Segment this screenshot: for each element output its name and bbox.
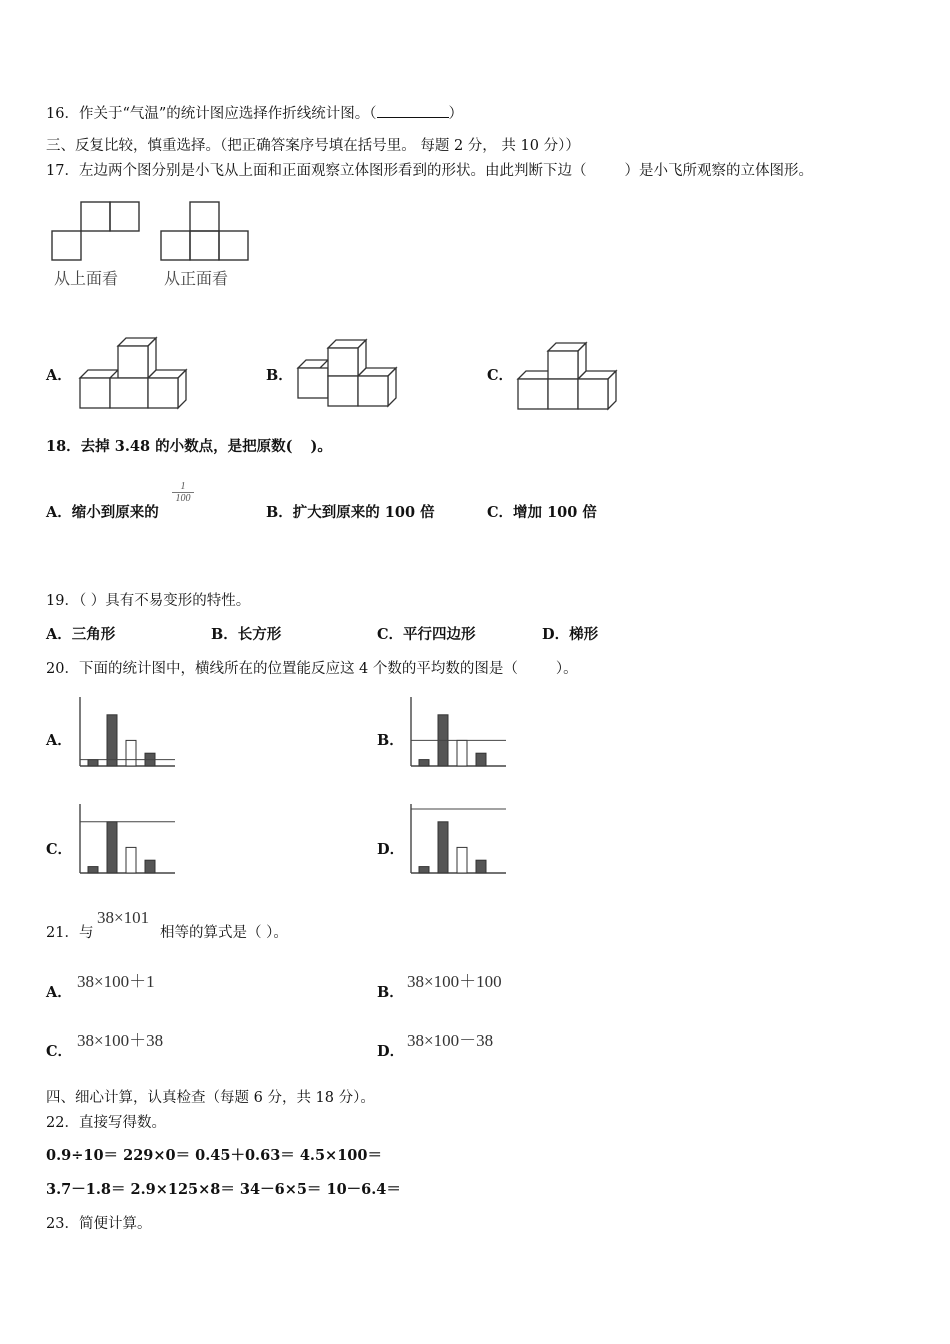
section-3-title: 三、反复比较，慎重选择。（把正确答案序号填在括号里。 每题 2 分， 共 10 分）） <box>46 138 580 154</box>
q21-option-c-label[interactable]: C． <box>46 1043 73 1060</box>
bar-3 <box>457 847 467 873</box>
q20-text: 20．下面的统计图中，横线所在的位置能反应这 4 个数的平均数的图是（ <box>46 661 518 677</box>
q18-text: 18．去掉 3.48 的小数点，是把原数( <box>46 438 293 455</box>
q19-option-c[interactable]: C．平行四边形 <box>377 626 476 643</box>
q22-row-2: 3.7－1.8＝ 2.9×125×8＝ 34－6×5＝ 10－6.4＝ <box>46 1181 401 1198</box>
q18-option-c[interactable]: C．增加 100 倍 <box>487 504 597 521</box>
q21-option-d-label[interactable]: D． <box>377 1043 405 1060</box>
q20-option-d[interactable]: D． <box>377 841 405 858</box>
q17-option-c[interactable]: C． <box>487 367 514 384</box>
bar-2 <box>107 715 117 766</box>
bar-3 <box>126 740 136 766</box>
q21-option-b-label[interactable]: B． <box>377 984 404 1001</box>
q18-text-after: )。 <box>310 438 332 455</box>
q19-option-d[interactable]: D．梯形 <box>542 626 599 643</box>
caption-top-view: 从上面看 <box>54 269 119 288</box>
q20-text-after: ）。 <box>555 661 578 677</box>
q21-option-a-expr: 38×100＋1 <box>77 972 155 991</box>
view-figures <box>46 198 306 298</box>
question-17 <box>46 162 813 180</box>
fraction-one-hundredth <box>172 481 194 504</box>
q17-option-a[interactable]: A． <box>46 367 72 384</box>
question-19: 19．（ ）具有不易变形的特性。 <box>46 593 251 609</box>
cube-figure-a <box>76 325 196 415</box>
section-4-title: 四、细心计算，认真检查（每题 6 分，共 18 分）。 <box>46 1090 375 1106</box>
q21-option-d-expr: 38×100－38 <box>407 1031 494 1050</box>
fraction-numerator: 1 <box>172 481 194 493</box>
bar-3 <box>126 847 136 873</box>
q20-option-b[interactable]: B． <box>377 732 404 749</box>
q21-prefix: 21．与 <box>46 925 94 941</box>
bar-1 <box>419 867 429 873</box>
cube-figure-c <box>514 337 634 427</box>
q16-text: 16．作关于“气温”的统计图应选择作折线统计图。（ <box>46 106 377 122</box>
q19-option-b[interactable]: B．长方形 <box>211 626 282 643</box>
bar-chart-a <box>78 695 178 770</box>
question-18 <box>46 438 332 456</box>
question-23: 23．简便计算。 <box>46 1216 152 1232</box>
bar-4 <box>476 860 486 873</box>
bar-chart-c <box>78 802 178 877</box>
q18-option-a[interactable]: A．缩小到原来的 <box>46 504 159 521</box>
bar-4 <box>476 753 486 766</box>
bar-chart-d <box>409 802 509 877</box>
q21-suffix: 相等的算式是（ ）。 <box>160 925 288 941</box>
bar-1 <box>88 760 98 766</box>
cube-figure-b <box>294 332 414 422</box>
caption-front-view: 从正面看 <box>164 269 229 288</box>
q20-option-c[interactable]: C． <box>46 841 73 858</box>
q21-option-c-expr: 38×100＋38 <box>77 1031 164 1050</box>
q18-option-b[interactable]: B．扩大到原来的 100 倍 <box>266 504 435 521</box>
q20-option-a[interactable]: A． <box>46 732 72 749</box>
fraction-denominator: 100 <box>175 493 191 504</box>
q17-text: 17．左边两个图分别是小飞从上面和正面观察立体图形看到的形状。由此判断下边（ <box>46 163 587 179</box>
question-16 <box>46 103 463 123</box>
bar-2 <box>438 822 448 873</box>
bar-chart-b <box>409 695 509 770</box>
q21-expression: 38×101 <box>97 908 150 927</box>
bar-2 <box>107 822 117 873</box>
question-22: 22．直接写得数。 <box>46 1115 166 1131</box>
q21-option-b-expr: 38×100＋100 <box>407 972 502 991</box>
q16-close: ） <box>448 106 464 122</box>
bar-3 <box>457 740 467 766</box>
bar-1 <box>88 867 98 873</box>
front-view-grid <box>161 202 248 260</box>
question-20 <box>46 660 578 678</box>
bar-4 <box>145 860 155 873</box>
top-view-grid <box>52 202 139 260</box>
q21-option-a-label[interactable]: A． <box>46 984 72 1001</box>
q17-option-b[interactable]: B． <box>266 367 293 384</box>
bar-1 <box>419 760 429 766</box>
q22-row-1: 0.9÷10＝ 229×0＝ 0.45＋0.63＝ 4.5×100＝ <box>46 1147 382 1164</box>
q17-text-after: ）是小飞所观察的立体图形。 <box>624 163 813 179</box>
answer-blank[interactable] <box>377 103 449 118</box>
q19-option-a[interactable]: A．三角形 <box>46 626 116 643</box>
